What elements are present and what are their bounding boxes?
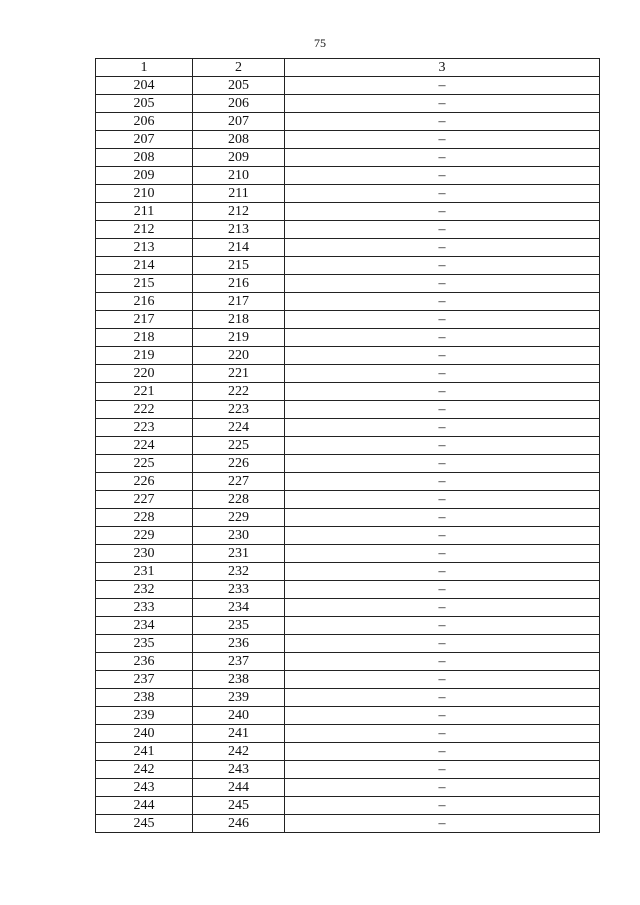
table-cell-col-2: 215: [193, 257, 285, 275]
table-cell-col-2: 210: [193, 167, 285, 185]
table-row: [96, 311, 600, 329]
table-cell-col-3: –: [285, 185, 600, 203]
table-cell-col-2: 205: [193, 77, 285, 95]
table-cell-col-1: 207: [96, 131, 193, 149]
table-cell-col-2: 246: [193, 815, 285, 833]
table-cell-col-3: –: [285, 635, 600, 653]
table-cell-col-1: 231: [96, 563, 193, 581]
column-header-1: 1: [96, 59, 193, 77]
data-table: [95, 58, 600, 833]
table-cell-col-3: –: [285, 563, 600, 581]
table-cell-col-2: 235: [193, 617, 285, 635]
table-cell-col-1: 222: [96, 401, 193, 419]
header-row: [96, 59, 600, 77]
table-cell-col-2: 206: [193, 95, 285, 113]
table-cell-col-2: 225: [193, 437, 285, 455]
table-row: [96, 95, 600, 113]
table-cell-col-1: 239: [96, 707, 193, 725]
table-cell-col-3: –: [285, 383, 600, 401]
table-row: [96, 761, 600, 779]
table-row: [96, 815, 600, 833]
table-cell-col-2: 233: [193, 581, 285, 599]
table-cell-col-3: –: [285, 455, 600, 473]
table-cell-col-3: –: [285, 707, 600, 725]
table-cell-col-2: 211: [193, 185, 285, 203]
table-cell-col-1: 211: [96, 203, 193, 221]
table-cell-col-2: 241: [193, 725, 285, 743]
table-row: [96, 167, 600, 185]
table-cell-col-1: 227: [96, 491, 193, 509]
table-row: [96, 527, 600, 545]
table-cell-col-2: 229: [193, 509, 285, 527]
table-row: [96, 617, 600, 635]
table-cell-col-3: –: [285, 203, 600, 221]
table-cell-col-3: –: [285, 311, 600, 329]
table-cell-col-3: –: [285, 437, 600, 455]
table-cell-col-1: 235: [96, 635, 193, 653]
table-cell-col-1: 218: [96, 329, 193, 347]
table-cell-col-1: 234: [96, 617, 193, 635]
table-cell-col-3: –: [285, 131, 600, 149]
table-cell-col-1: 244: [96, 797, 193, 815]
table-row: [96, 383, 600, 401]
table-row: [96, 653, 600, 671]
table-cell-col-2: 232: [193, 563, 285, 581]
table-row: [96, 185, 600, 203]
table-cell-col-3: –: [285, 761, 600, 779]
table-cell-col-1: 233: [96, 599, 193, 617]
table-row: [96, 779, 600, 797]
table-cell-col-2: 221: [193, 365, 285, 383]
table-cell-col-1: 209: [96, 167, 193, 185]
table-cell-col-2: 213: [193, 221, 285, 239]
table-cell-col-2: 242: [193, 743, 285, 761]
table-cell-col-3: –: [285, 581, 600, 599]
table-cell-col-1: 216: [96, 293, 193, 311]
table-cell-col-3: –: [285, 815, 600, 833]
column-header-2: 2: [193, 59, 285, 77]
table-cell-col-3: –: [285, 671, 600, 689]
table-cell-col-2: 240: [193, 707, 285, 725]
table-row: [96, 365, 600, 383]
table-cell-col-1: 241: [96, 743, 193, 761]
table-row: [96, 671, 600, 689]
table-row: [96, 293, 600, 311]
table-row: [96, 635, 600, 653]
table-cell-col-1: 214: [96, 257, 193, 275]
table-header: [96, 59, 600, 77]
table-cell-col-2: 238: [193, 671, 285, 689]
table-cell-col-1: 219: [96, 347, 193, 365]
table-row: [96, 149, 600, 167]
table-cell-col-3: –: [285, 491, 600, 509]
table-cell-col-2: 212: [193, 203, 285, 221]
table-cell-col-3: –: [285, 473, 600, 491]
table-cell-col-1: 206: [96, 113, 193, 131]
table-row: [96, 437, 600, 455]
table-cell-col-2: 236: [193, 635, 285, 653]
table-cell-col-3: –: [285, 95, 600, 113]
table-cell-col-1: 238: [96, 689, 193, 707]
table-cell-col-2: 216: [193, 275, 285, 293]
table-row: [96, 599, 600, 617]
table-cell-col-3: –: [285, 239, 600, 257]
table-row: [96, 347, 600, 365]
table-row: [96, 689, 600, 707]
table-cell-col-2: 244: [193, 779, 285, 797]
table-cell-col-1: 213: [96, 239, 193, 257]
table-cell-col-1: 226: [96, 473, 193, 491]
table-row: [96, 401, 600, 419]
table-row: [96, 455, 600, 473]
table-cell-col-1: 210: [96, 185, 193, 203]
table-cell-col-2: 218: [193, 311, 285, 329]
table-row: [96, 221, 600, 239]
table-cell-col-2: 231: [193, 545, 285, 563]
table-row: [96, 329, 600, 347]
table-row: [96, 419, 600, 437]
table-cell-col-3: –: [285, 419, 600, 437]
table-row: [96, 77, 600, 95]
table-cell-col-1: 229: [96, 527, 193, 545]
table-cell-col-2: 208: [193, 131, 285, 149]
table-cell-col-3: –: [285, 599, 600, 617]
table-cell-col-3: –: [285, 347, 600, 365]
table-cell-col-3: –: [285, 779, 600, 797]
table-cell-col-2: 219: [193, 329, 285, 347]
table-cell-col-2: 234: [193, 599, 285, 617]
table-cell-col-1: 228: [96, 509, 193, 527]
table-cell-col-3: –: [285, 113, 600, 131]
table-cell-col-3: –: [285, 653, 600, 671]
table-cell-col-3: –: [285, 545, 600, 563]
table-row: [96, 743, 600, 761]
table-body: [96, 77, 600, 833]
table-cell-col-1: 232: [96, 581, 193, 599]
table-cell-col-2: 227: [193, 473, 285, 491]
table-cell-col-3: –: [285, 275, 600, 293]
table-cell-col-2: 207: [193, 113, 285, 131]
table-row: [96, 203, 600, 221]
table-cell-col-2: 230: [193, 527, 285, 545]
table-cell-col-1: 237: [96, 671, 193, 689]
table-cell-col-1: 217: [96, 311, 193, 329]
table-cell-col-3: –: [285, 77, 600, 95]
table-cell-col-2: 214: [193, 239, 285, 257]
table-cell-col-2: 224: [193, 419, 285, 437]
table-cell-col-1: 220: [96, 365, 193, 383]
table-cell-col-3: –: [285, 617, 600, 635]
table-cell-col-3: –: [285, 149, 600, 167]
table-cell-col-3: –: [285, 257, 600, 275]
table-row: [96, 545, 600, 563]
column-header-3: 3: [285, 59, 600, 77]
table-cell-col-1: 215: [96, 275, 193, 293]
table-cell-col-2: 222: [193, 383, 285, 401]
table-cell-col-1: 223: [96, 419, 193, 437]
table-cell-col-2: 228: [193, 491, 285, 509]
table-cell-col-3: –: [285, 293, 600, 311]
table-cell-col-1: 225: [96, 455, 193, 473]
table-cell-col-3: –: [285, 401, 600, 419]
table-cell-col-2: 220: [193, 347, 285, 365]
table-cell-col-2: 226: [193, 455, 285, 473]
table-row: [96, 113, 600, 131]
page-number: 75: [314, 36, 326, 50]
table-cell-col-2: 209: [193, 149, 285, 167]
table-cell-col-1: 242: [96, 761, 193, 779]
table-cell-col-1: 205: [96, 95, 193, 113]
table-cell-col-2: 223: [193, 401, 285, 419]
table-cell-col-3: –: [285, 365, 600, 383]
table-cell-col-3: –: [285, 167, 600, 185]
table-cell-col-1: 208: [96, 149, 193, 167]
table-cell-col-3: –: [285, 221, 600, 239]
table-row: [96, 563, 600, 581]
table-cell-col-1: 221: [96, 383, 193, 401]
table-cell-col-1: 212: [96, 221, 193, 239]
table-cell-col-3: –: [285, 797, 600, 815]
table-row: [96, 797, 600, 815]
table-cell-col-1: 240: [96, 725, 193, 743]
table-row: [96, 509, 600, 527]
table-cell-col-3: –: [285, 743, 600, 761]
table-cell-col-2: 239: [193, 689, 285, 707]
table-cell-col-1: 230: [96, 545, 193, 563]
table-row: [96, 725, 600, 743]
table-cell-col-1: 224: [96, 437, 193, 455]
table-row: [96, 581, 600, 599]
table-cell-col-3: –: [285, 509, 600, 527]
table-row: [96, 473, 600, 491]
table-cell-col-1: 236: [96, 653, 193, 671]
table-cell-col-2: 245: [193, 797, 285, 815]
table-cell-col-3: –: [285, 689, 600, 707]
table-row: [96, 275, 600, 293]
table-cell-col-1: 245: [96, 815, 193, 833]
table-row: [96, 131, 600, 149]
table-cell-col-2: 217: [193, 293, 285, 311]
table-row: [96, 491, 600, 509]
table-cell-col-3: –: [285, 725, 600, 743]
table-cell-col-2: 237: [193, 653, 285, 671]
table-cell-col-3: –: [285, 329, 600, 347]
table-row: [96, 257, 600, 275]
table-row: [96, 239, 600, 257]
table-cell-col-1: 204: [96, 77, 193, 95]
table-cell-col-3: –: [285, 527, 600, 545]
table-row: [96, 707, 600, 725]
table-cell-col-1: 243: [96, 779, 193, 797]
table-cell-col-2: 243: [193, 761, 285, 779]
